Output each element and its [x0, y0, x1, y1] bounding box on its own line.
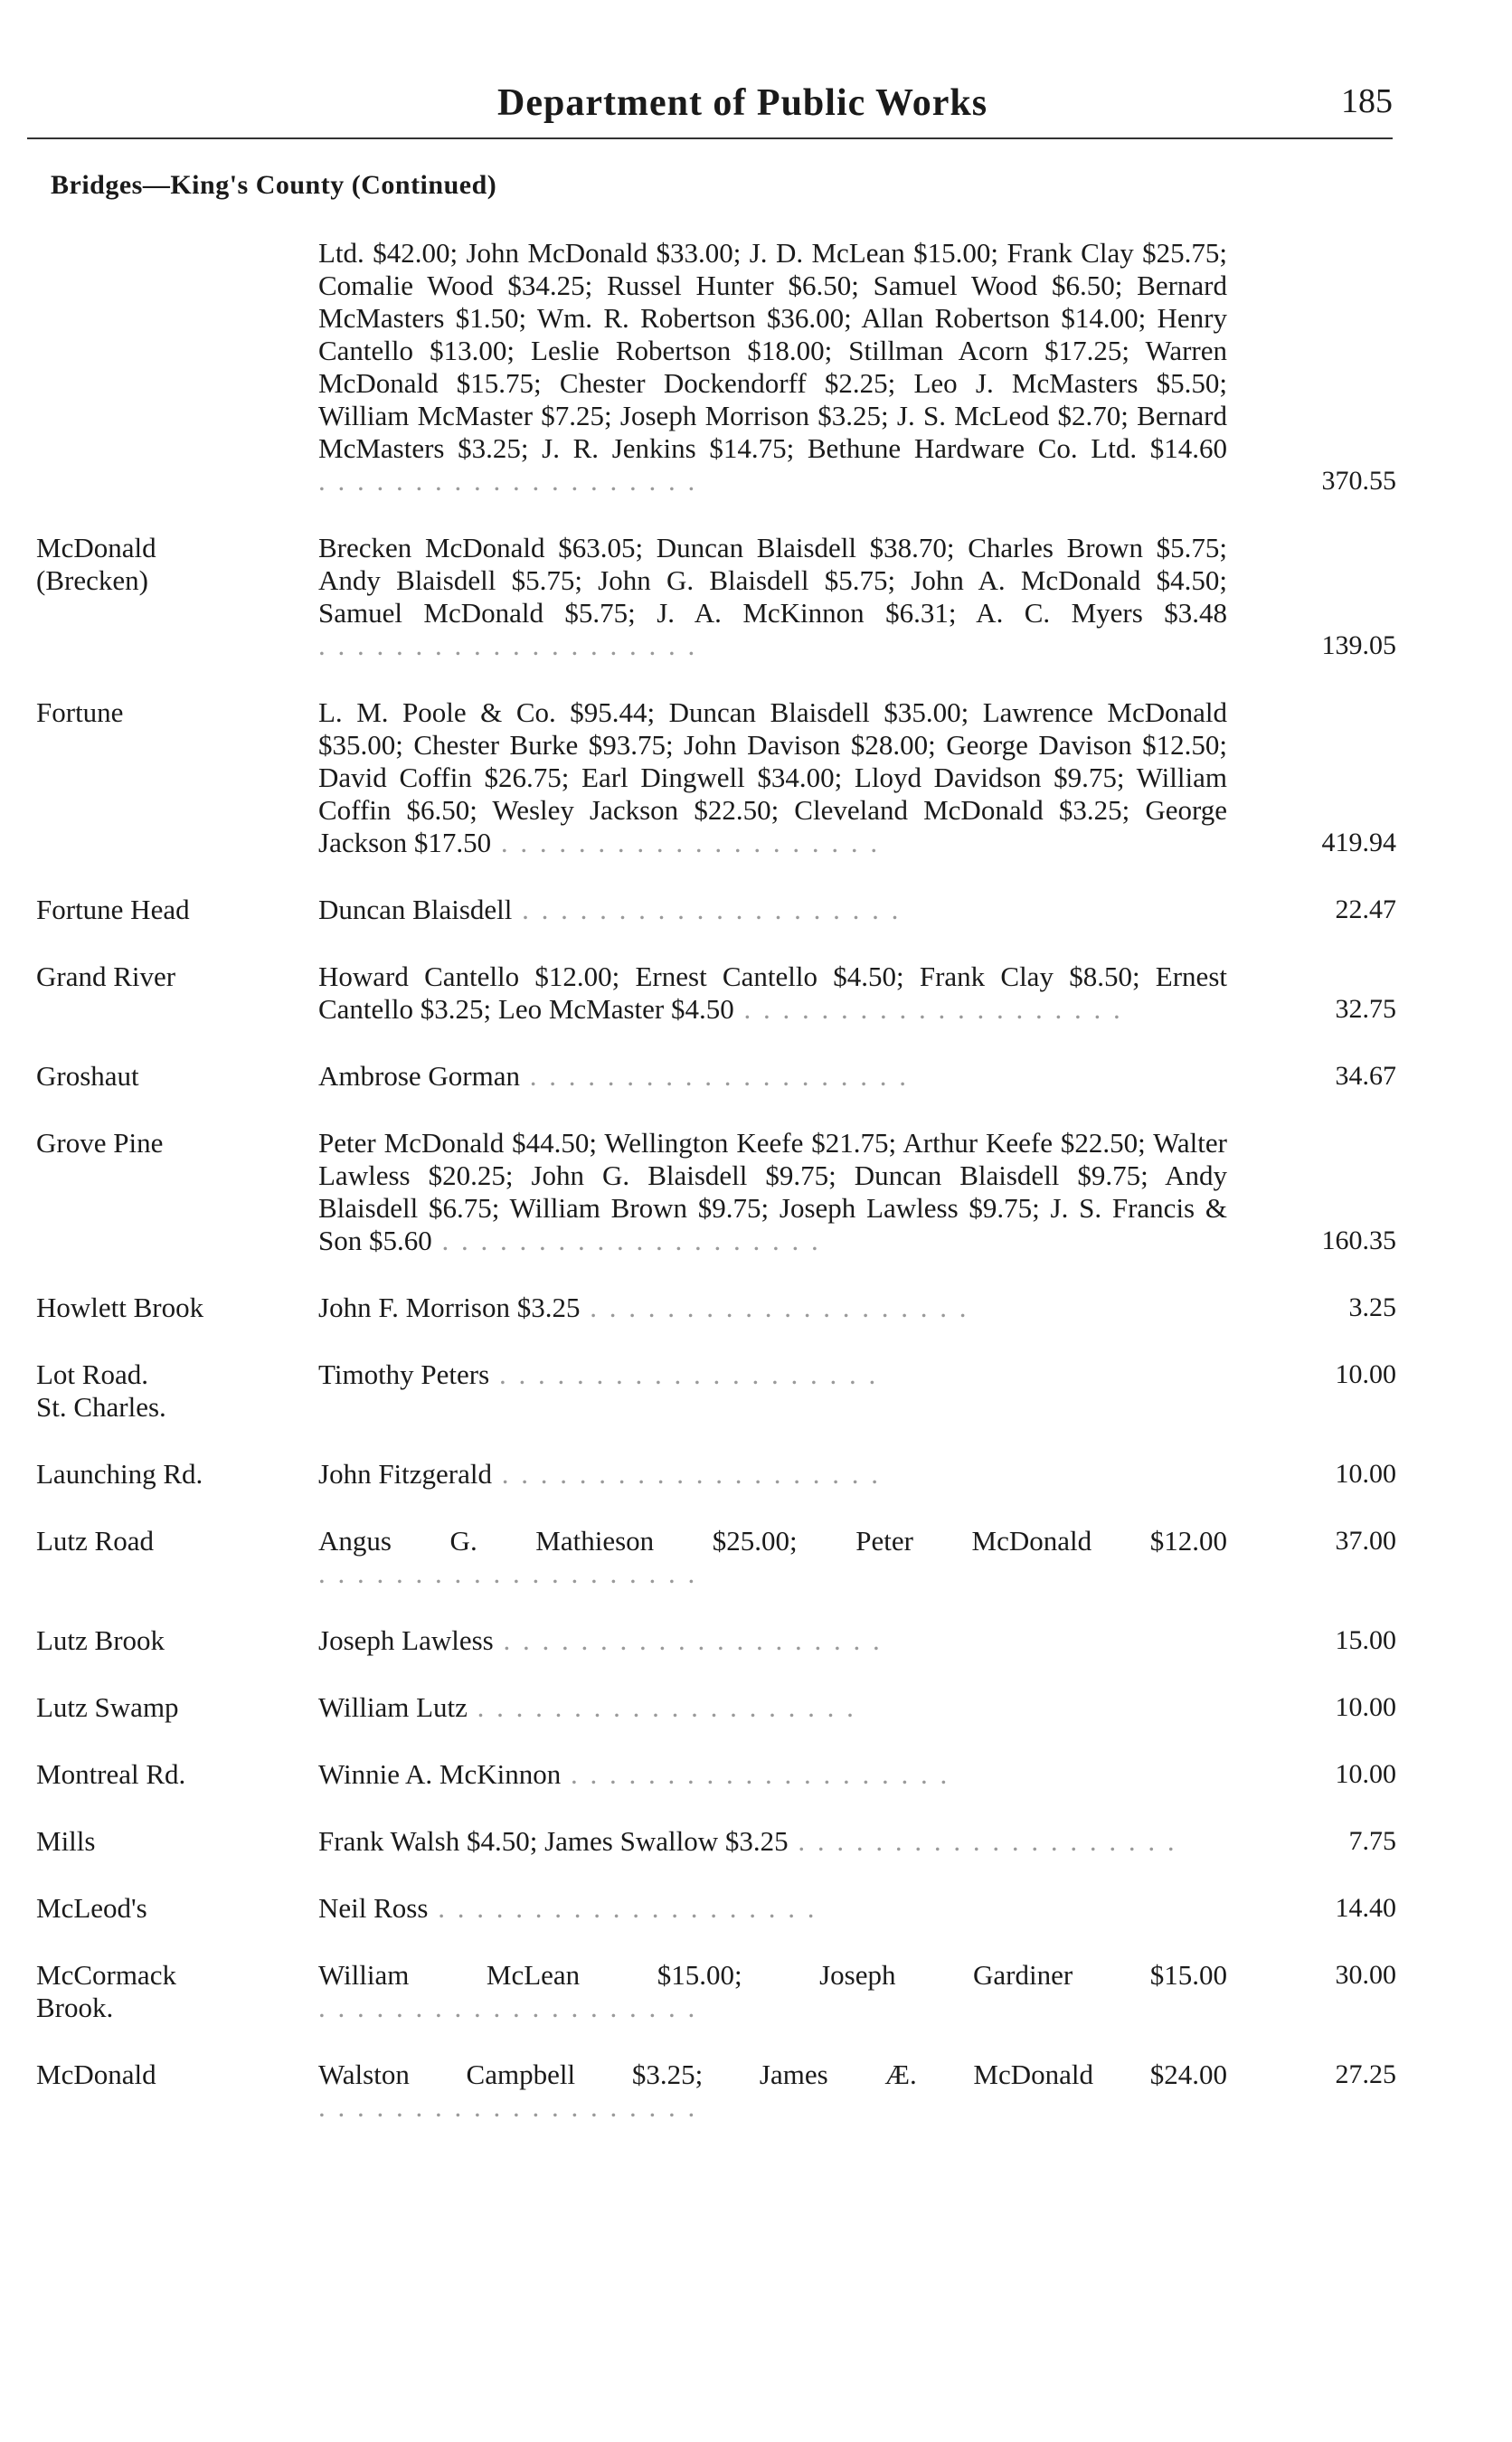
dot-leader: . . . . . . . . . . . . . . . . . . . .	[492, 1458, 881, 1490]
entry-row	[0, 237, 1512, 497]
entry-amount: 3.25	[1348, 1292, 1396, 1322]
entry-place: Montreal Rd.	[36, 1758, 186, 1790]
entry-amount: 37.00	[1335, 1526, 1396, 1556]
dot-leader: . . . . . . . . . . . . . . . . . . . .	[431, 1225, 821, 1256]
entry-description-text: Winnie A. McKinnon	[318, 1758, 562, 1790]
entry-description-text: Duncan Blaisdell	[318, 894, 513, 925]
entry-row	[0, 1292, 1512, 1324]
entry-description	[318, 237, 1227, 497]
entry-amount: 32.75	[1335, 994, 1396, 1024]
entry-description	[318, 1959, 1227, 2024]
entry-row	[0, 1458, 1512, 1491]
dot-leader: . . . . . . . . . . . . . . . . . . . .	[512, 894, 902, 925]
entry-place: Lutz Road	[36, 1525, 154, 1557]
entry-description	[318, 1358, 1227, 1391]
entry-place: Lot Road. St. Charles.	[36, 1358, 166, 1423]
entry-description-text: Angus G. Mathieson $25.00; Peter McDonald $12.00	[318, 1525, 1227, 1557]
entry-description	[318, 1825, 1227, 1858]
entry-description	[318, 696, 1227, 859]
section-heading: Bridges—King's County (Continued)	[51, 170, 497, 200]
entry-description-text: Ltd. $42.00; John McDonald $33.00; J. D. McLean $15.00; Frank Clay $25.75; Comalie Wood $34.25; Russel Hunter $6.50; Samuel Wood $6.50; Bernard McMasters $1.50; Wm. R. Robertson $36.00; Allan Robertson $14.00; Henry Cantello $13.00; Leslie Robertson $18.00; Stillman Acorn $17.25; Warren McDonald $15.75; Chester Dockendorff $2.25; Leo J. McMasters $5.50; William McMaster $7.25; Joseph Morrison $3.25; J. S. McLeod $2.70; Bernard McMasters $3.25; J. R. Jenkins $14.75; Bethune Hardware Co. Ltd. $14.60	[318, 237, 1227, 464]
entry-place: Lutz Swamp	[36, 1691, 179, 1723]
entry-place: Launching Rd.	[36, 1458, 203, 1490]
dot-leader: . . . . . . . . . . . . . . . . . . . .	[318, 1557, 698, 1589]
entry-row	[0, 1060, 1512, 1093]
entry-amount: 10.00	[1335, 1359, 1396, 1389]
page-title: Department of Public Works	[497, 82, 988, 124]
entry-description-text: John Fitzgerald	[318, 1458, 492, 1490]
entry-place: Fortune	[36, 696, 124, 728]
page-header	[27, 81, 1393, 139]
entry-description	[318, 1458, 1227, 1491]
entry-row	[0, 2059, 1512, 2124]
entry-amount: 27.25	[1335, 2059, 1396, 2089]
entry-amount: 160.35	[1321, 1226, 1396, 1255]
bridge-expense-list	[0, 237, 1512, 2158]
dot-leader: . . . . . . . . . . . . . . . . . . . .	[519, 1060, 909, 1092]
entry-place: McDonald	[36, 2059, 156, 2090]
entry-description	[318, 1127, 1227, 1257]
dot-leader: . . . . . . . . . . . . . . . . . . . .	[318, 2091, 698, 2123]
dot-leader: . . . . . . . . . . . . . . . . . . . .	[318, 465, 698, 497]
entry-place: Fortune Head	[36, 894, 190, 925]
dot-leader: . . . . . . . . . . . . . . . . . . . .	[318, 1992, 698, 2023]
entry-amount: 10.00	[1335, 1759, 1396, 1789]
entry-row	[0, 1358, 1512, 1424]
entry-row	[0, 1624, 1512, 1657]
dot-leader: . . . . . . . . . . . . . . . . . . . .	[489, 1358, 879, 1390]
entry-description-text: Ambrose Gorman	[318, 1060, 520, 1092]
entry-amount: 7.75	[1348, 1826, 1396, 1856]
entry-place: McCormack Brook.	[36, 1959, 176, 2023]
dot-leader: . . . . . . . . . . . . . . . . . . . .	[561, 1758, 950, 1790]
dot-leader: . . . . . . . . . . . . . . . . . . . .	[788, 1825, 1177, 1857]
entry-row	[0, 532, 1512, 662]
entry-row	[0, 894, 1512, 926]
entry-description-text: Neil Ross	[318, 1892, 429, 1924]
entry-description	[318, 894, 1227, 926]
entry-amount: 419.94	[1321, 828, 1396, 857]
entry-description-text: Howard Cantello $12.00; Ernest Cantello $4.50; Frank Clay $8.50; Ernest Cantello $3.25; Leo McMaster $4.50	[318, 961, 1227, 1025]
entry-place: Lutz Brook	[36, 1624, 165, 1656]
dot-leader: . . . . . . . . . . . . . . . . . . . .	[580, 1292, 969, 1323]
entry-description	[318, 1892, 1227, 1925]
entry-description	[318, 1758, 1227, 1791]
entry-description	[318, 1691, 1227, 1724]
entry-row	[0, 1758, 1512, 1791]
entry-description-text: Joseph Lawless	[318, 1624, 494, 1656]
entry-description	[318, 1525, 1227, 1590]
entry-amount: 139.05	[1321, 630, 1396, 660]
entry-amount: 370.55	[1321, 466, 1396, 496]
entry-description-text: Brecken McDonald $63.05; Duncan Blaisdell $38.70; Charles Brown $5.75; Andy Blaisdell $5.75; John G. Blaisdell $5.75; John A. McDonald $4.50; Samuel McDonald $5.75; J. A. McKinnon $6.31; A. C. Myers $3.48	[318, 532, 1227, 629]
entry-description-text: Frank Walsh $4.50; James Swallow $3.25	[318, 1825, 789, 1857]
entry-place: McLeod's	[36, 1892, 147, 1924]
dot-leader: . . . . . . . . . . . . . . . . . . . .	[428, 1892, 817, 1924]
entry-description	[318, 1292, 1227, 1324]
entry-amount: 10.00	[1335, 1459, 1396, 1489]
entry-description-text: Walston Campbell $3.25; James Æ. McDonald $24.00	[318, 2059, 1227, 2090]
entry-row	[0, 1127, 1512, 1257]
entry-row	[0, 1691, 1512, 1724]
entry-description-text: Timothy Peters	[318, 1358, 490, 1390]
entry-row	[0, 696, 1512, 859]
page-number: 185	[1341, 82, 1393, 120]
dot-leader: . . . . . . . . . . . . . . . . . . . .	[493, 1624, 883, 1656]
dot-leader: . . . . . . . . . . . . . . . . . . . .	[318, 629, 698, 661]
entry-description-text: William Lutz	[318, 1691, 468, 1723]
entry-description	[318, 961, 1227, 1026]
entry-amount: 14.40	[1335, 1893, 1396, 1923]
entry-place: Grove Pine	[36, 1127, 164, 1159]
entry-description	[318, 1060, 1227, 1093]
entry-description-text: Peter McDonald $44.50; Wellington Keefe $21.75; Arthur Keefe $22.50; Walter Lawless $20.25; John G. Blaisdell $9.75; Duncan Blaisdell $9.75; Andy Blaisdell $6.75; William Brown $9.75; Joseph Lawless $9.75; J. S. Francis & Son $5.60	[318, 1127, 1227, 1256]
entry-row	[0, 1892, 1512, 1925]
entry-row	[0, 1525, 1512, 1590]
entry-row	[0, 1959, 1512, 2024]
entry-amount: 10.00	[1335, 1692, 1396, 1722]
entry-description	[318, 2059, 1227, 2124]
entry-description-text: L. M. Poole & Co. $95.44; Duncan Blaisdell $35.00; Lawrence McDonald $35.00; Chester Burke $93.75; John Davison $28.00; George Davison $12.50; David Coffin $26.75; Earl Dingwell $34.00; Lloyd Davidson $9.75; William Coffin $6.50; Wesley Jackson $22.50; Cleveland McDonald $3.25; George Jackson $17.50	[318, 696, 1227, 858]
entry-place: Grand River	[36, 961, 176, 992]
entry-amount: 30.00	[1335, 1960, 1396, 1990]
entry-amount: 22.47	[1335, 894, 1396, 924]
entry-amount: 15.00	[1335, 1625, 1396, 1655]
dot-leader: . . . . . . . . . . . . . . . . . . . .	[491, 827, 881, 858]
entry-place: Mills	[36, 1825, 96, 1857]
entry-description-text: William McLean $15.00; Joseph Gardiner $15.00	[318, 1959, 1227, 1991]
entry-amount: 34.67	[1335, 1061, 1396, 1091]
entry-row	[0, 961, 1512, 1026]
entry-description-text: John F. Morrison $3.25	[318, 1292, 581, 1323]
entry-description	[318, 532, 1227, 662]
dot-leader: . . . . . . . . . . . . . . . . . . . .	[467, 1691, 856, 1723]
dot-leader: . . . . . . . . . . . . . . . . . . . .	[733, 993, 1123, 1025]
entry-place: Howlett Brook	[36, 1292, 204, 1323]
entry-place: McDonald (Brecken)	[36, 532, 156, 596]
entry-place: Groshaut	[36, 1060, 139, 1092]
entry-description	[318, 1624, 1227, 1657]
entry-row	[0, 1825, 1512, 1858]
